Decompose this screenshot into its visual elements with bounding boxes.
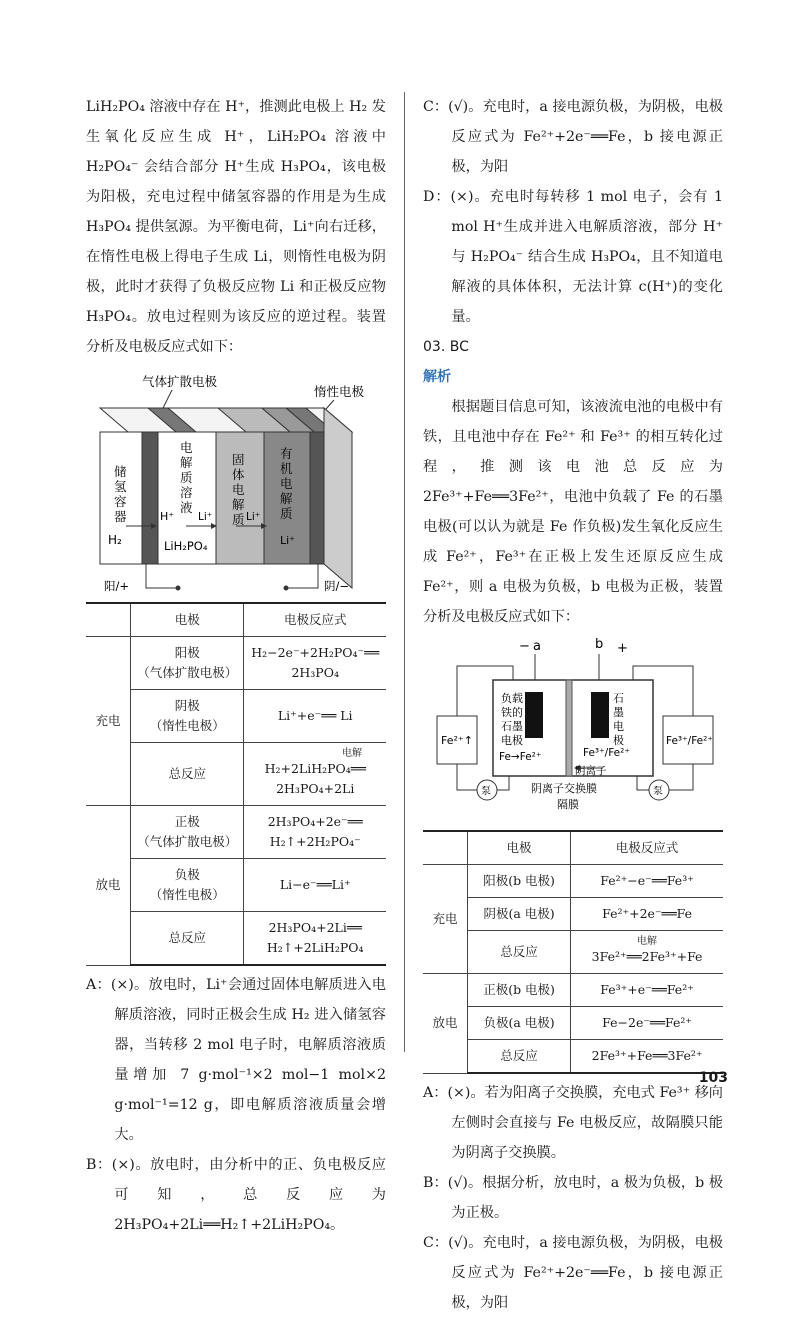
minus-sign: − [519,639,530,654]
right-option-c: C：(√)。充电时，a 接电源负极，为阴极，电极反应式为 Fe²⁺+2e⁻══Fe，b 接电源正极，为阳 [423,99,723,175]
right-reaction-table [423,830,723,1074]
analysis-paragraph: 根据题目信息可知，该液流电池的电极中有铁，且电池中存在 Fe²⁺ 和 Fe³⁺ 的相互转化过程，推测该电池总反应为 2Fe³⁺+Fe══3Fe²⁺，电池中负载了 Fe 的石墨电极(可以认为就是 Fe 作负极)发生氧化反应生成 Fe²⁺，Fe³⁺在正极上发生还原反应生成 Fe²⁺，则 a 电极为负极，b 电极为正极，装置分析及电极反应式如下： [423,399,723,625]
fe-right-reaction: Fe³⁺/Fe²⁺ [583,747,630,759]
row-cathode: 阴极 [174,698,200,713]
electrode-a-label: a [533,639,541,654]
question-03: 03. BC [423,339,469,355]
separator-label: 隔膜 [557,798,579,811]
fe-left-reaction: Fe→Fe²⁺ [499,751,542,763]
intro-paragraph: LiH₂PO₄ 溶液中存在 H⁺，推测此电极上 H₂ 发生氧化反应生成 H⁺，LiH₂PO₄ 溶液中 H₂PO₄⁻ 会结合部分 H⁺生成 H₃PO₄，该电极为阳极，充电过程中储氢容器的作用是为生成 H₃PO₄ 提供氢源。为平衡电荷，Li⁺向右迁移，在惰性电极上得电子生成 Li，则惰性电极为阴极，此时才获得了负极反应物 Li 和正极反应物 H₃PO₄。放电过程则为该反应的逆过程。装置分析及电极反应式如下： [86,99,386,355]
right-option-c2: C：(√)。充电时，a 接电源负极，为阴极，电极反应式为 Fe²⁺+2e⁻══Fe，b 接电源正极，为阳 [423,1235,723,1311]
left-tank-label: Fe²⁺↑ [441,734,473,747]
membrane [566,680,572,776]
row-total-charge: 总反应 [131,743,244,806]
group-discharge: 放电 [86,806,131,966]
row-total-discharge: 总反应 [131,912,244,966]
row-positive-sub: （气体扩散电极） [137,834,238,849]
row-positive: 正极 [174,814,200,829]
row2-negative: 负极(a 电极) [468,1007,571,1040]
row-negative-eq: Li−e⁻══Li⁺ [244,859,386,912]
right-column [423,92,723,1318]
row-total-charge-eq1: H₂+2LiH₂PO₄══ [264,761,366,776]
right-option-a: A：(×)。若为阳离子交换膜，充电式 Fe³⁺ 移向左侧时会直接与 Fe 电极反应，故隔膜只能为阴离子交换膜。 [423,1085,723,1161]
group-charge: 充电 [86,637,131,806]
left-electrode-text: 负载铁的石墨电极 [501,692,523,747]
cathode-minus-label: 阴/− [324,579,350,593]
plus-sign: + [617,641,628,656]
electrolysis-condition-2: 电解 [637,936,658,947]
row2-total-discharge-eq: 2Fe³⁺+Fe══3Fe²⁺ [571,1040,723,1074]
th2-reaction: 电极反应式 [571,831,723,865]
right-tank-label: Fe³⁺/Fe²⁺ [666,735,713,747]
hplus-label: H⁺ [160,510,175,523]
th-electrode: 电极 [131,603,244,637]
row2-total-charge-eq: 3Fe²⁺══2Fe³⁺+Fe [591,949,703,964]
electrode-b [591,692,609,738]
left-option-b: B：(×)。放电时，由分析中的正、负电极反应可知，总反应为 2H₃PO₄+2Li══H₂↑+2LiH₂PO₄。 [86,1157,386,1233]
row-positive-eq2: H₂↑+2H₂PO₄⁻ [269,834,361,849]
col1-text: 储氢容器 [114,464,127,524]
row2-cathode-eq: Fe²⁺+2e⁻══Fe [571,898,723,931]
left-column [86,92,386,1240]
inert-electrode [310,432,324,564]
gas-diffusion-electrode [142,432,158,564]
anion-label: 阴离子 [575,765,607,777]
col3-text: 固体电解质 [232,452,245,527]
column-divider [404,92,405,1052]
row2-cathode: 阴极(a 电极) [468,898,571,931]
col4-text: 有机电解质 [280,446,293,521]
row-cathode-sub: （惰性电极） [149,718,225,733]
row-total-discharge-eq1: 2H₃PO₄+2Li══ [268,920,362,935]
row2-positive: 正极(b 电极) [468,974,571,1007]
group2-discharge: 放电 [423,974,468,1074]
analysis-heading: 解析 [423,369,451,385]
right-option-b: B：(√)。根据分析，放电时，a 极为负极，b 极为正极。 [423,1175,723,1221]
row-total-discharge-eq2: H₂↑+2LiH₂PO₄ [266,940,364,955]
row2-positive-eq: Fe³⁺+e⁻══Fe²⁺ [571,974,723,1007]
label-gas-diffusion-electrode: 气体扩散电极 [142,374,218,389]
row-anode-eq1: H₂−2e⁻+2H₂PO₄⁻══ [251,645,380,660]
row-positive-eq1: 2H₃PO₄+2e⁻══ [267,814,363,829]
row2-negative-eq: Fe−2e⁻══Fe²⁺ [571,1007,723,1040]
figure-lithium-cell [86,366,386,598]
th-reaction: 电极反应式 [244,603,386,637]
row2-anode-eq: Fe²⁺−e⁻══Fe³⁺ [571,865,723,898]
left-option-a: A：(×)。放电时，Li⁺会通过固体电解质进入电解质溶液，同时正极会生成 H₂ 进入储氢容器，当转移 2 mol 电子时，电解质溶液质量增加 7 g·mol⁻¹×2 mol−1 mol×2 g·mol⁻¹=12 g，即电解质溶液质量会增大。 [86,977,386,1143]
row2-total-charge: 总反应 [468,931,571,974]
electrolysis-condition: 电解 [342,748,362,759]
row-anode: 阳极 [174,645,200,660]
li-label-2: Li⁺ [246,511,261,523]
left-reaction-table [86,602,386,966]
row-anode-sub: （气体扩散电极） [137,665,238,680]
row-negative: 负极 [174,867,200,882]
row-anode-eq2: 2H₃PO₄ [291,665,339,680]
right-pump-label: 泵 [653,786,663,797]
membrane-label: 阴离子交换膜 [531,782,597,795]
col2-text: 电解质溶液 [180,440,193,515]
row2-anode: 阳极(b 电极) [468,865,571,898]
electrode-a [525,692,543,738]
right-electrode-text: 石墨电极 [613,692,624,747]
left-pump-label: 泵 [481,786,491,797]
label-inert-electrode: 惰性电极 [314,384,365,399]
row-negative-sub: （惰性电极） [149,887,225,902]
page-number: 103 [698,1070,728,1086]
h2-label: H₂ [108,533,122,547]
li-label-1: Li⁺ [198,511,213,523]
th2-electrode: 电极 [468,831,571,865]
row-cathode-eq: Li⁺+e⁻══ Li [244,690,386,743]
lih2po4-label: LiH₂PO₄ [164,539,208,553]
row-total-charge-eq2: 2H₃PO₄+2Li [276,781,355,796]
figure-flow-battery [423,636,723,826]
electrode-b-label: b [595,637,604,652]
anode-plus-label: 阳/+ [104,579,130,593]
right-option-d: D：(×)。充电时每转移 1 mol 电子，会有 1 mol H⁺生成并进入电解质溶液，部分 H⁺与 H₂PO₄⁻ 结合生成 H₃PO₄，且不知道电解液的具体体积，无法计算 c(H⁺)的变化量。 [423,189,723,325]
row2-total-discharge: 总反应 [468,1040,571,1074]
group2-charge: 充电 [423,865,468,974]
li-label-3: Li⁺ [280,534,295,547]
